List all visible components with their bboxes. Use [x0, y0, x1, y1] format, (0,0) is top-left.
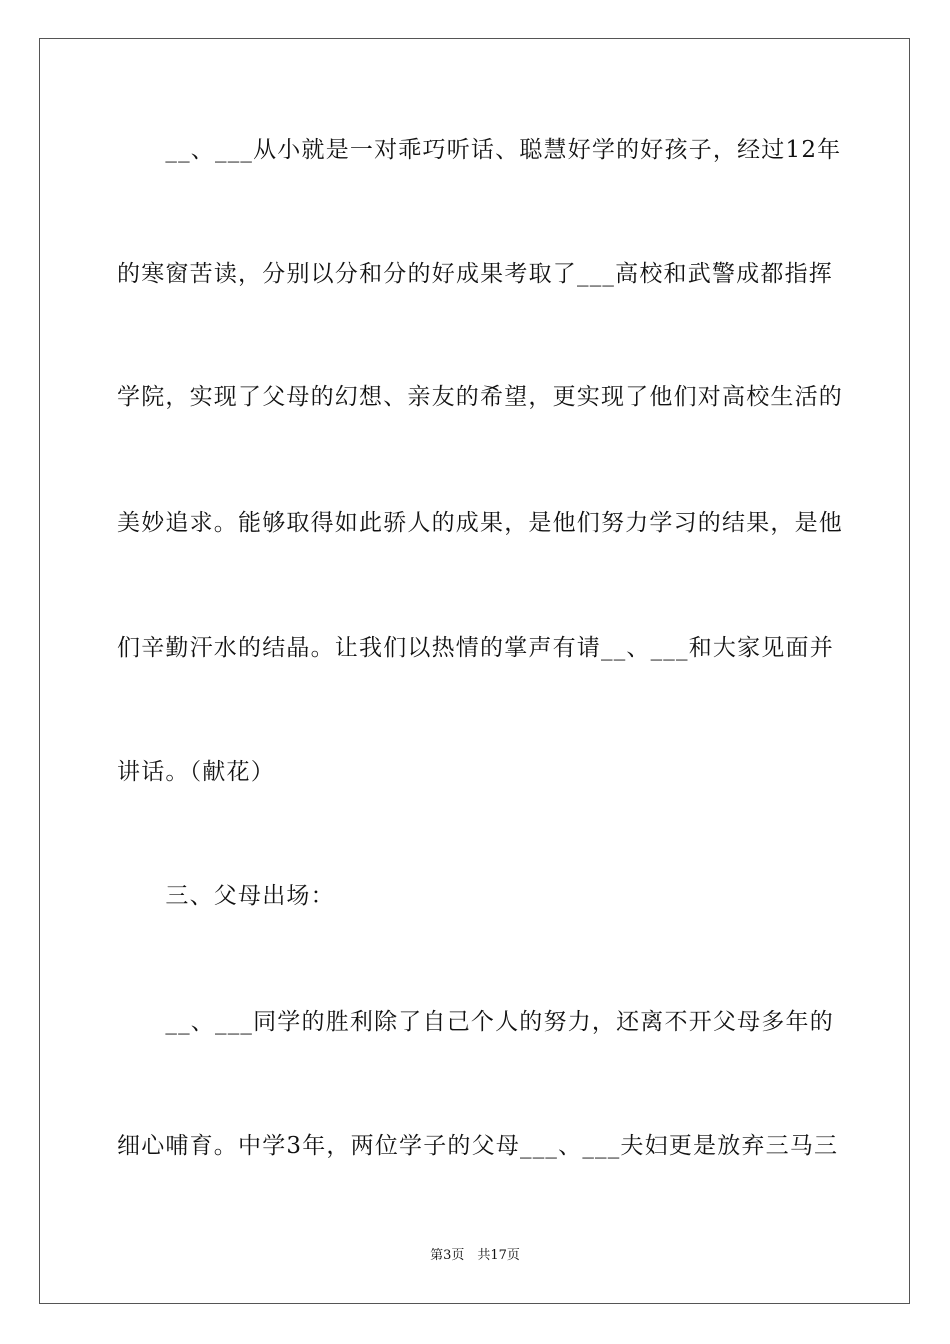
paragraph-2-line-1: __、___同学的胜利除了自己个人的努力，还离不开父母多年的	[117, 1009, 834, 1035]
section-heading-parents: 三、父母出场：	[117, 883, 335, 909]
page-border	[39, 38, 910, 1304]
paragraph-2-line-2: 细心哺育。中学3年，两位学子的父母___、___夫妇更是放弃三马三	[117, 1133, 839, 1159]
page-number-footer: 第3页 共17页	[430, 1248, 520, 1263]
paragraph-1-line-1: __、___从小就是一对乖巧听话、聪慧好学的好孩子，经过12年	[117, 137, 842, 163]
paragraph-1-line-2: 的寒窗苦读，分别以分和分的好成果考取了___高校和武警成都指挥	[117, 261, 833, 287]
paragraph-1-line-6: 讲话。（献花）	[117, 759, 275, 785]
paragraph-1-line-4: 美妙追求。能够取得如此骄人的成果，是他们努力学习的结果，是他	[117, 510, 843, 536]
paragraph-1-line-5: 们辛勤汗水的结晶。让我们以热情的掌声有请__、___和大家见面并	[117, 635, 834, 661]
paragraph-1-line-3: 学院，实现了父母的幻想、亲友的希望，更实现了他们对高校生活的	[117, 384, 843, 410]
